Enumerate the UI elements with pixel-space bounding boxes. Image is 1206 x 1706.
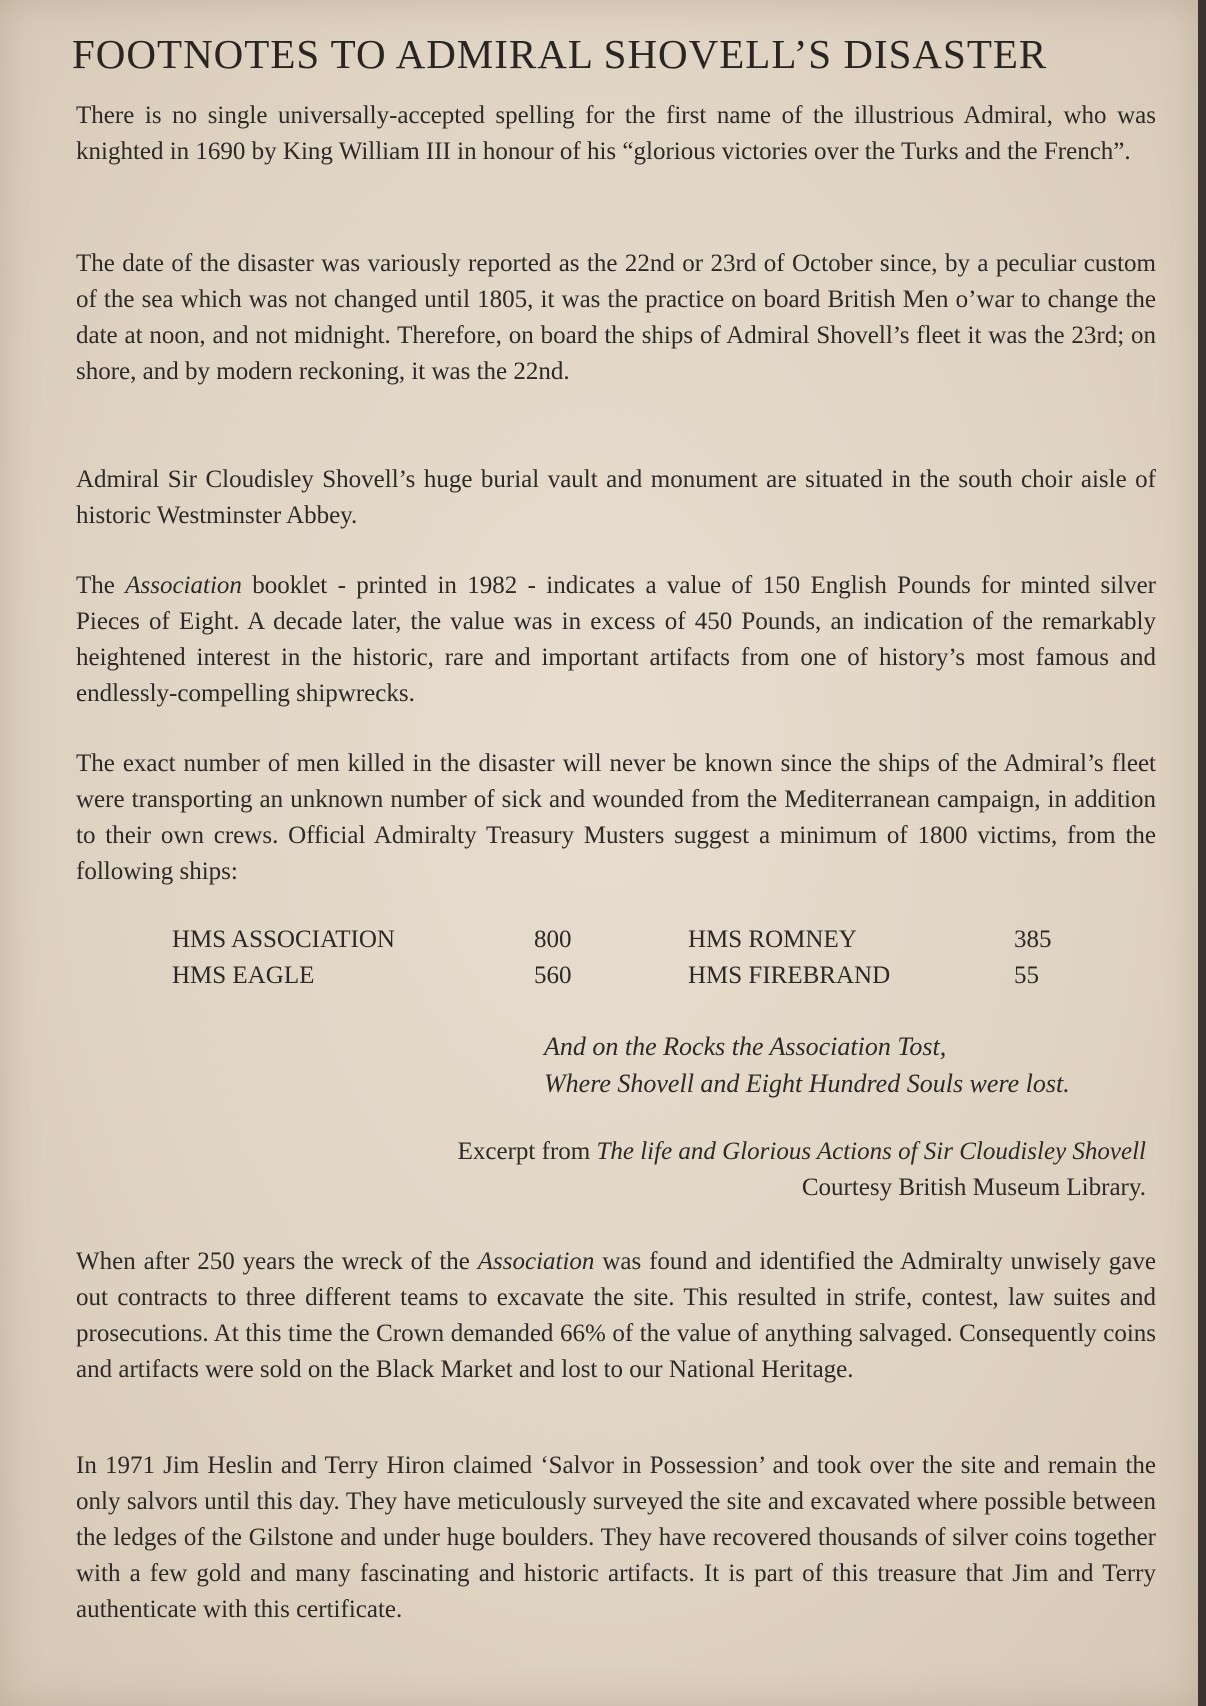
ships-row [172, 922, 1072, 958]
ships-row [172, 958, 1072, 994]
paragraph-victims: The exact number of men killed in the disaster will never be known since the ships of the Admiral’s fleet were transporting an unknown number of sick and wounded from the Mediterranean campaign, in addition to their own crews. Official Admiralty Treasury Musters suggest a minimum of 1800 victims, from the following ships: [76, 750, 1156, 885]
ship-name: HMS FIREBRAND [688, 962, 891, 989]
paragraph-wreck-start: When after 250 years the wreck of the [76, 1248, 478, 1275]
ship-name: HMS ASSOCIATION [172, 926, 395, 953]
verse-line: And on the Rocks the Association Tost, [544, 1032, 947, 1061]
ship-count: 560 [534, 962, 572, 989]
ship-name: HMS EAGLE [172, 962, 315, 989]
page-edge [1198, 0, 1206, 1706]
paragraph-burial: Admiral Sir Cloudisley Shovell’s huge burial vault and monument are situated in the south choir aisle of historic Westminster Abbey. [76, 466, 1156, 529]
paragraph-salvors: In 1971 Jim Heslin and Terry Hiron claimed ‘Salvor in Possession’ and took over the site and remain the only salvors until this day. They have meticulously surveyed the site and excavated where possible between the ledges of the Gilstone and under huge boulders. They have recovered thousands of silver coins together with a few gold and many fascinating and historic artifacts. It is part of this treasure that Jim and Terry authenticate with this certificate. [76, 1452, 1156, 1623]
ship-count: 800 [534, 926, 572, 953]
verse-line: Where Shovell and Eight Hundred Souls were lost. [544, 1069, 1070, 1098]
association-italic: Association [125, 572, 242, 599]
ship-count: 385 [1014, 926, 1052, 953]
ship-count: 55 [1014, 962, 1039, 989]
page-title: FOOTNOTES TO ADMIRAL SHOVELL’S DISASTER [72, 31, 1048, 77]
ships-table [172, 922, 1072, 994]
excerpt-citation [200, 1134, 1146, 1206]
excerpt-courtesy: Courtesy British Museum Library. [801, 1174, 1146, 1201]
paragraph-date: The date of the disaster was variously reported as the 22nd or 23rd of October since, by a peculiar custom of the sea which was not changed until 1805, it was the practice on board British Men o’war to change the date at noon, and not midnight. Therefore, on board the ships of Admiral Shovell’s fleet it was the 23rd; on shore, and by modern reckoning, it was the 22nd. [76, 250, 1156, 385]
excerpt-title: The life and Glorious Actions of Sir Cloudisley Shovell [596, 1138, 1146, 1165]
excerpt-prefix: Excerpt from [457, 1138, 597, 1165]
verse-quote [544, 1028, 1144, 1102]
ship-name: HMS ROMNEY [688, 926, 857, 953]
paragraph-spelling: There is no single universally-accepted spelling for the first name of the illustrious Admiral, who was knighted in 1690 by King William III in honour of his “glorious victories over the Turks and the French”. [76, 102, 1156, 165]
excerpt-source [200, 1134, 1146, 1170]
paragraph-value-start: The [76, 572, 126, 599]
association-italic: Association [477, 1248, 595, 1275]
paragraph-wreck-found [76, 1244, 1156, 1388]
paragraph-value [76, 568, 1156, 712]
paragraph-wreck-rest: was found and identified the Admiralty unwisely gave out contracts to three different teams to excavate the site. This resulted in strife, contest, law suites and prosecutions. At this time the Crown demanded 66% of the value of anything salvaged. Consequently coins and artifacts were sold on the Black Market and lost to our National Heritage. [76, 1248, 1156, 1383]
paragraph-value-rest: booklet - printed in 1982 - indicates a value of 150 English Pounds for minted silver Pieces of Eight. A decade later, the value was in excess of 450 Pounds, an indication of the remarkably heightened interest in the historic, rare and important artifacts from one of history’s most famous and endlessly-compelling shipwrecks. [76, 572, 1157, 707]
